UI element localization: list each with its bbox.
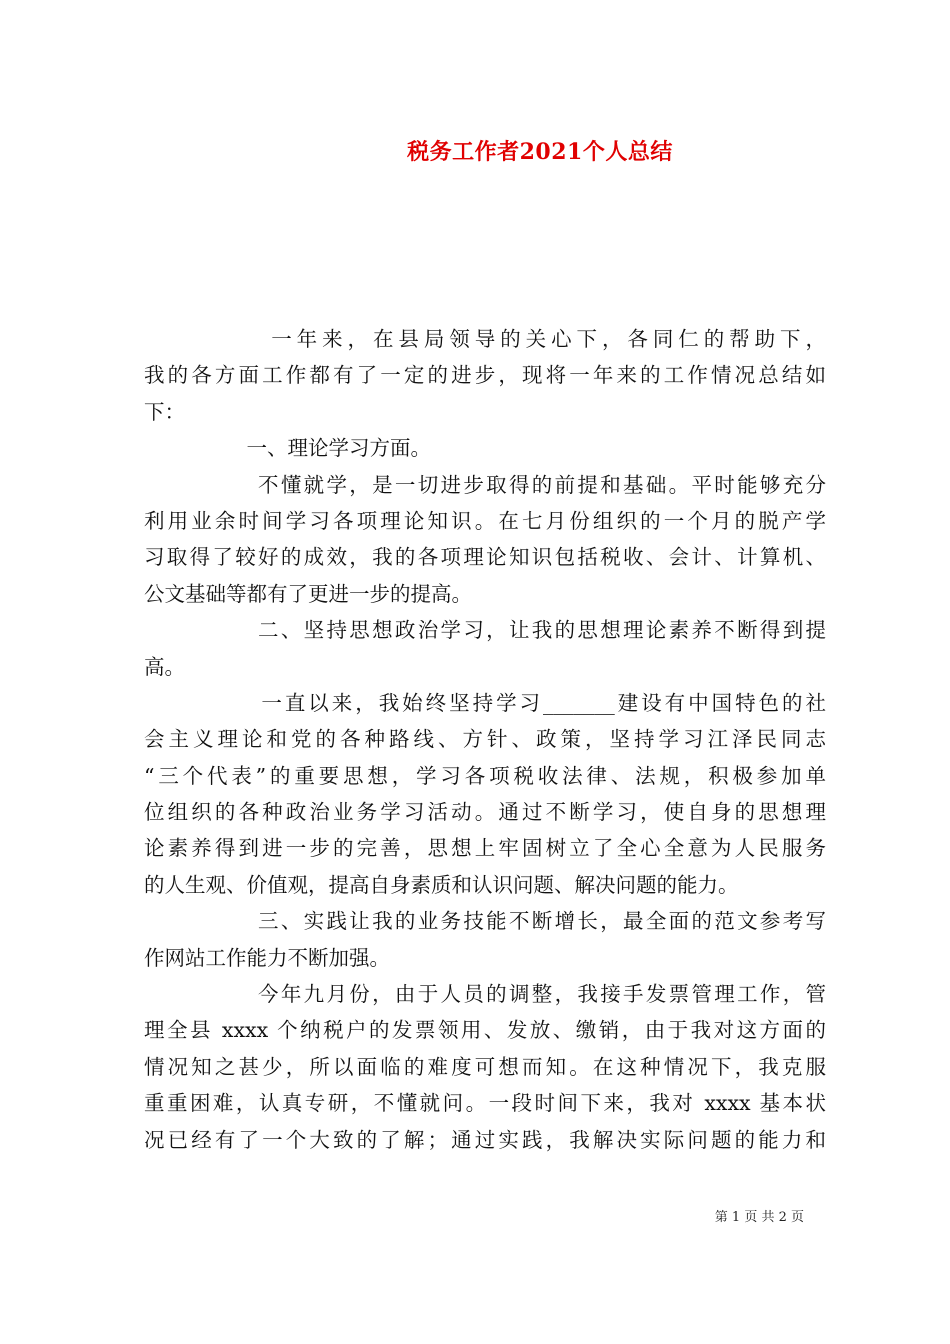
body-line: 今年九月份，由于人员的调整，我接手发票管理工作，管 [144,982,826,1007]
body-line: 三、实践让我的业务技能不断增长，最全面的范文参考写 [144,909,826,934]
body-line: 况已经有了一个大致的了解；通过实践，我解决实际问题的能力和 [144,1127,826,1152]
body-line: 理全县 xxxx 个纳税户的发票领用、发放、缴销，由于我对这方面的 [144,1018,826,1043]
body-line: 我的各方面工作都有了一定的进步，现将一年来的工作情况总结如 [144,363,826,388]
body-line: 下： [144,399,185,424]
body-line: 不懂就学，是一切进步取得的前提和基础。平时能够充分 [144,472,826,497]
body-line: 利用业余时间学习各项理论知识。在七月份组织的一个月的脱产学 [144,508,826,533]
document-body [144,321,826,1158]
body-line: 论素养得到进一步的完善，思想上牢固树立了全心全意为人民服务 [144,836,826,861]
body-line: 的人生观、价值观，提高自身素质和认识问题、解决问题的能力。 [144,872,739,897]
body-line: 会主义理论和党的各种路线、方针、政策，坚持学习江泽民同志 [144,727,826,752]
body-line: 高。 [144,654,185,679]
body-line: 重重困难，认真专研，不懂就问。一段时间下来，我对 xxxx 基本状 [144,1091,826,1116]
document-title: 税务工作者2021个人总结 [407,139,673,165]
body-line: 一直以来，我始终坚持学习_______建设有中国特色的社 [144,690,826,715]
body-line: 公文基础等都有了更进一步的提高。 [144,581,472,606]
body-line: 作网站工作能力不断加强。 [144,945,390,970]
body-line: 一、理论学习方面。 [144,436,431,461]
body-line: 位组织的各种政治业务学习活动。通过不断学习，使自身的思想理 [144,800,826,825]
body-line: “三个代表”的重要思想，学习各项税收法律、法规，积极参加单 [144,763,826,788]
body-line: 情况知之甚少，所以面临的难度可想而知。在这种情况下，我克服 [144,1054,826,1079]
body-line: 一年来，在县局领导的关心下，各同仁的帮助下， [144,327,826,351]
body-line: 二、坚持思想政治学习，让我的思想理论素养不断得到提 [144,618,826,643]
body-line: 习取得了较好的成效，我的各项理论知识包括税收、会计、计算机、 [144,545,826,570]
page-footer: 第 1 页 共 2 页 [714,1210,804,1225]
